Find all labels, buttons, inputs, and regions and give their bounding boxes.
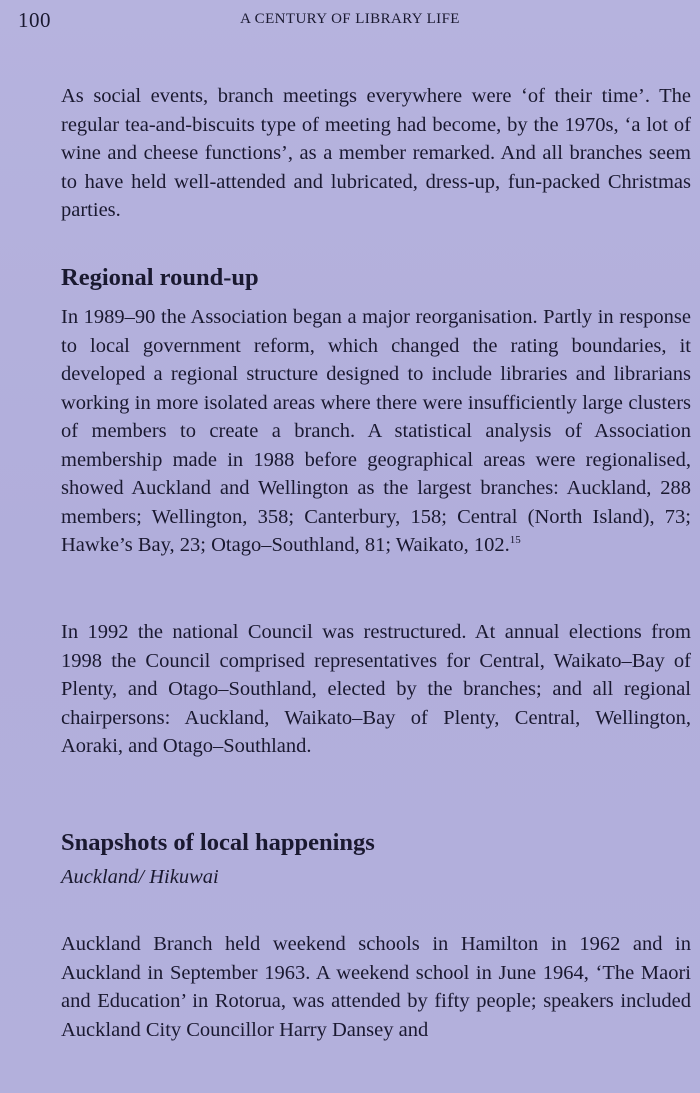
footnote-marker: 15 [509, 534, 521, 547]
page-header [18, 8, 682, 34]
paragraph-council-restructure [61, 618, 691, 761]
paragraph-auckland-schools [61, 930, 691, 1044]
subheading-auckland: Auckland/ Hikuwai [61, 866, 219, 888]
paragraph-text: As social events, branch meetings everywhere were ‘of their time’. The regular tea-and-biscuits type of meeting had become, by the 1970s, ‘a lot of wine and cheese functions’, as a member remarked. And all branches seem to have held well-attended and lubricated, dress-up, fun-packed Christmas parties. [61, 85, 691, 221]
paragraph-text: In 1992 the national Council was restructured. At annual elections from 1998 the Council comprised representatives for Central, Waikato–Bay of Plenty, and Otago–Southland, elected by the branches; and all regional chairpersons: Auckland, Waikato–Bay of Plenty, Central, Wellington, Aoraki, and Otago–Southland. [61, 621, 691, 757]
heading-regional-round-up: Regional round-up [61, 264, 259, 291]
page-number: 100 [18, 8, 51, 32]
running-title: A CENTURY OF LIBRARY LIFE [240, 11, 460, 27]
paragraph-regional-reorganisation [61, 303, 691, 560]
paragraph-text: Auckland Branch held weekend schools in Hamilton in 1962 and in Auckland in September 1963. A weekend school in June 1964, ‘The Maori and Education’ in Rotorua, was attended by fifty people; speakers included Auckland City Councillor Harry Dansey and [61, 933, 691, 1041]
paragraph-social-events [61, 82, 691, 225]
heading-snapshots: Snapshots of local happenings [61, 829, 375, 856]
paragraph-text: In 1989–90 the Association began a major reorganisation. Partly in response to local government reform, which changed the rating boundaries, it developed a regional structure designed to include libraries and librarians working in more isolated areas where there were insufficiently large clusters of members to create a branch. A statistical analysis of Association membership made in 1988 before geographical areas were regionalised, showed Auckland and Wellington as the largest branches: Auckland, 288 members; Wellington, 358; Canterbury, 158; Central (North Island), 73; Hawke’s Bay, 23; Otago–Southland, 81; Waikato, 102. [61, 306, 691, 556]
